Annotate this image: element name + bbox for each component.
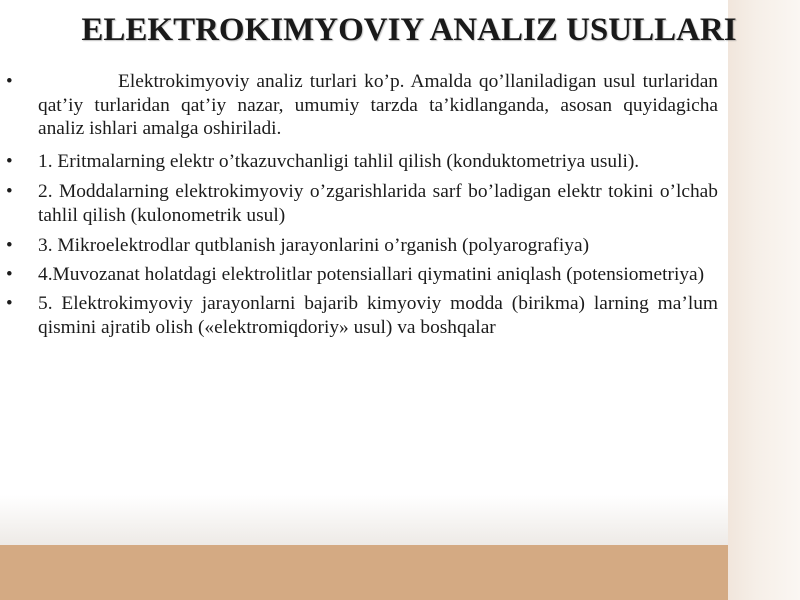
bullet-icon: • <box>6 150 13 172</box>
list-item-text: 1. Eritmalarning elektr o’tkazuvchanligi tahlil qilish (konduktometriya usuli). <box>38 150 640 172</box>
bullet-icon: • <box>6 181 13 202</box>
list-item <box>0 292 718 339</box>
list-item-text: Elektrokimyoviy analiz turlari ko’p. Amalda qo’llaniladigan usul turlaridan qat’iy turlaridan qat’iy nazar, umumiy tarzda ta’kidlanganda, asosan quyidagicha analiz ishlari amalga oshiriladi. <box>38 71 718 139</box>
list-item <box>0 150 718 174</box>
list-item <box>0 180 718 227</box>
bullet-icon: • <box>6 263 13 285</box>
list-item <box>0 234 718 258</box>
bullet-icon: • <box>6 235 13 256</box>
list-item-text: 4.Muvozanat holatdagi elektrolitlar potensiallari qiymatini aniqlash (potensiometriya) <box>38 263 705 285</box>
decorative-bottom-shadow <box>0 495 728 545</box>
list-item-text: 2. Moddalarning elektrokimyoviy o’zgarishlarida sarf bo’ladigan elektr tokini o’lchab tahlil qilish (kulonometrik usul) <box>38 181 718 226</box>
bullet-icon: • <box>6 293 13 314</box>
list-item <box>0 70 718 141</box>
list-item-text: 3. Mikroelektrodlar qutblanish jarayonlarini o’rganish (polyarografiya) <box>38 235 590 256</box>
decorative-bottom-band <box>0 545 728 600</box>
list-item-text: 5. Elektrokimyoviy jarayonlarni bajarib kimyoviy modda (birikma) larning ma’lum qismini ajratib olish («elektromiqdoriy» usul) va boshqalar <box>38 293 718 338</box>
bullet-icon: • <box>6 71 13 92</box>
slide-title: ELEKTROKIMYOVIY ANALIZ USULLARI <box>81 12 737 48</box>
bullet-list <box>0 70 728 339</box>
list-item <box>0 263 718 287</box>
decorative-right-strip <box>728 0 800 600</box>
